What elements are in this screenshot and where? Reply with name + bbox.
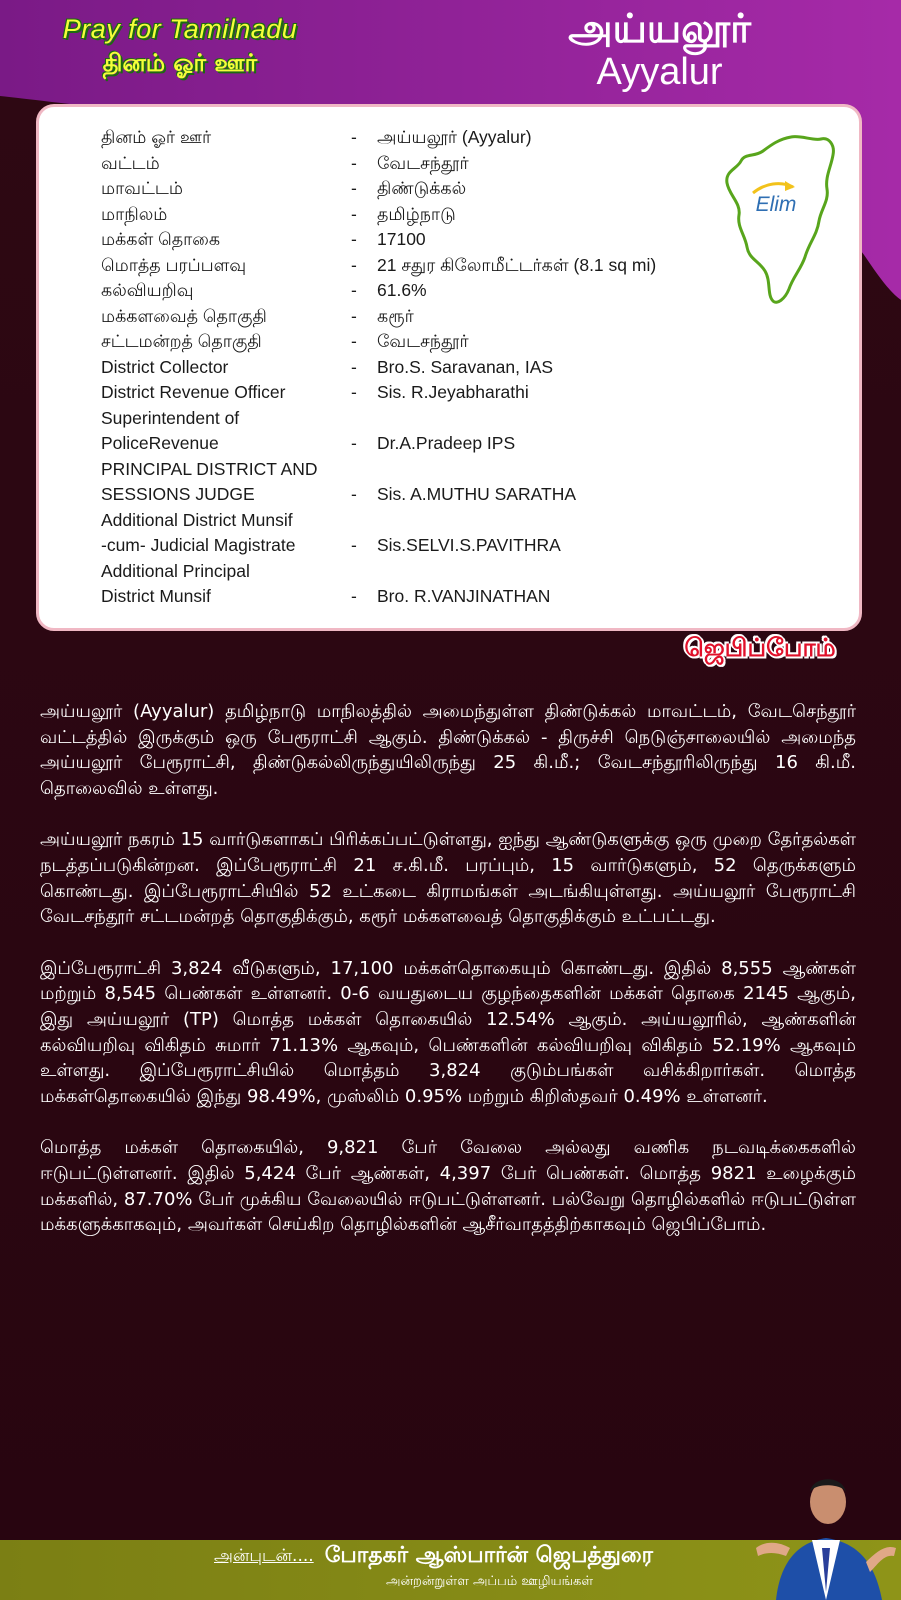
paragraph: இப்பேரூராட்சி 3,824 வீடுகளும், 17,100 மக்கள்தொகையும் கொண்டது. இதில் 8,555 ஆண்கள் மற்றும் 8,545 பெண்கள் உள்ளனர். 0-6 வயதுடைய குழந்தைகளின் மக்கள் தொகை 2145 ஆகும், இது அய்யலூர் (TP) மொத்த மக்கள் தொகையில் 12.54% ஆகும். அய்யலூரில், ஆண்களின் கல்வியறிவு விகிதம் சுமார் 71.13% ஆகவும், பெண்களின் கல்வியறிவு விகிதம் 52.19% ஆகவும் உள்ளது. இப்பேரூராட்சியில் மொத்தம் 3,824 குடும்பங்கள் வசிக்கிறார்கள். மொத்த மக்கள்தொகையில் இந்து 98.49%, முஸ்லிம் 0.95% மற்றும் கிறிஸ்தவர் 0.49% உள்ளனர். <box>40 957 856 1107</box>
info-row <box>101 278 701 304</box>
info-card <box>36 104 862 631</box>
info-value: தமிழ்நாடு <box>377 203 456 224</box>
info-label: சட்டமன்றத் தொகுதி <box>101 331 262 351</box>
info-table <box>101 125 701 610</box>
info-value: 61.6% <box>377 280 427 300</box>
info-label: District Collector <box>101 356 229 377</box>
town-name-english: Ayyalur <box>596 51 723 93</box>
info-row <box>101 253 701 279</box>
info-separator: - <box>351 382 357 402</box>
info-label-line: Additional Principal <box>101 560 250 581</box>
info-row <box>101 176 701 202</box>
info-row <box>101 457 701 508</box>
info-value: 21 சதுர கிலோமீட்டர்கள் (8.1 sq mi) <box>377 254 657 275</box>
info-value: Sis. A.MUTHU SARATHA <box>377 484 577 504</box>
paragraph: அய்யலூர் நகரம் 15 வார்டுகளாகப் பிரிக்கப்பட்டுள்ளது, ஐந்து ஆண்டுகளுக்கு ஒரு முறை தேர்தல்கள் நடத்தப்படுகின்றன. இப்பேரூராட்சி 21 ச.கி.மீ. பரப்பும், 15 வார்டுகளும், 52 தெருக்களும் கொண்டது. இப்பேரூராட்சியில் 52 உட்கடை கிராமங்கள் அடங்கியுள்ளது. அய்யலூர் பேரூராட்சி வேடசந்தூர் சட்டமன்றத் தொகுதிக்கும், கரூர் மக்களவைத் தொகுதிக்கும் உட்பட்டது. <box>40 829 856 928</box>
info-value: கரூர் <box>377 305 414 326</box>
info-value: வேடசந்தூர் <box>377 331 469 351</box>
pray-title-block <box>44 14 316 80</box>
info-value: வேடசந்தூர் <box>377 152 469 173</box>
info-separator: - <box>351 535 357 555</box>
pastor-photo <box>746 1452 901 1600</box>
pastor-figure-icon <box>746 1452 901 1600</box>
info-label <box>101 559 351 610</box>
info-value: 17100 <box>377 229 426 249</box>
footer-name: போதகர் ஆஸ்பார்ன் ஜெபத்துரை <box>324 1543 654 1568</box>
info-row <box>101 380 701 406</box>
info-separator: - <box>351 356 357 377</box>
town-title-block <box>568 6 751 92</box>
info-separator: - <box>351 305 357 326</box>
info-label: District Revenue Officer <box>101 382 286 402</box>
info-label-line: PoliceRevenue <box>101 433 219 453</box>
info-row <box>101 559 701 610</box>
info-label: மாவட்டம் <box>101 178 183 198</box>
info-label-line: SESSIONS JUDGE <box>101 484 255 504</box>
tamilnadu-map <box>721 131 841 309</box>
info-row <box>101 508 701 559</box>
info-label <box>101 406 351 457</box>
info-label-line: PRINCIPAL DISTRICT AND <box>101 458 318 479</box>
info-label: மக்களவைத் தொகுதி <box>101 305 267 326</box>
info-label: வட்டம் <box>101 152 160 173</box>
info-separator: - <box>351 586 357 606</box>
info-row <box>101 329 701 355</box>
info-label: மக்கள் தொகை <box>101 229 221 249</box>
info-value: Bro.S. Saravanan, IAS <box>377 356 554 377</box>
info-row <box>101 304 701 330</box>
info-label-line: District Munsif <box>101 586 211 606</box>
info-value: Sis. R.Jeyabharathi <box>377 382 529 402</box>
description-text <box>40 699 856 1264</box>
info-row <box>101 355 701 381</box>
info-value: திண்டுக்கல் <box>377 178 467 198</box>
info-label <box>101 508 351 559</box>
info-label: தினம் ஓர் ஊர் <box>101 127 212 147</box>
info-separator: - <box>351 280 357 300</box>
info-label-line: Superintendent of <box>101 407 240 428</box>
info-value: அய்யலூர் (Ayyalur) <box>377 127 532 147</box>
info-separator: - <box>351 229 357 249</box>
info-separator: - <box>351 203 357 224</box>
info-row <box>101 151 701 177</box>
info-separator: - <box>351 331 357 351</box>
info-label-line: -cum- Judicial Magistrate <box>101 535 296 555</box>
info-label <box>101 457 351 508</box>
info-row <box>101 406 701 457</box>
paragraph: மொத்த மக்கள் தொகையில், 9,821 பேர் வேலை அல்லது வணிக நடவடிக்கைகளில் ஈடுபட்டுள்ளனர். இதில் 5,424 பேர் ஆண்கள், 4,397 பேர் பெண்கள். மொத்த 9821 உழைக்கும் மக்களில், 87.70% பேர் முக்கிய வேலையில் ஈடுபட்டுள்ளனர். பல்வேறு தொழில்களில் ஈடுபட்டுள்ள மக்களுக்காகவும், அவர்கள் செய்கிற தொழில்களின் ஆசீர்வாதத்திற்காகவும் ஜெபிப்போம். <box>40 1137 856 1236</box>
info-label: கல்வியறிவு <box>101 280 194 300</box>
info-row <box>101 125 701 151</box>
tamilnadu-outline-icon <box>721 131 841 309</box>
pray-banner: ஜெபிப்போம் <box>684 633 836 662</box>
info-separator: - <box>351 152 357 173</box>
info-separator: - <box>351 484 357 504</box>
info-label-line: Additional District Munsif <box>101 509 293 530</box>
footer-signature <box>214 1543 653 1571</box>
footer-lead: அன்புடன்.... <box>214 1546 314 1566</box>
footer-ministry: அன்றன்றுள்ள அப்பம் ஊழியங்கள் <box>386 1574 594 1589</box>
info-label: மாநிலம் <box>101 203 168 224</box>
info-value: Dr.A.Pradeep IPS <box>377 433 516 453</box>
daily-town-label: தினம் ஓர் ஊர் <box>102 49 258 77</box>
paragraph: அய்யலூர் (Ayyalur) தமிழ்நாடு மாநிலத்தில் அமைந்துள்ள திண்டுக்கல் மாவட்டம், வேடசெந்தூர் வட்டத்தில் இருக்கும் ஒரு பேரூராட்சி ஆகும். திண்டுக்கல் - திருச்சி நெடுஞ்சாலையில் அமைந்த அய்யலூர் பேரூராட்சி, திண்டுகல்லிருந்துயிலிருந்து 25 கி.மீ.; வேடசந்தூரிலிருந்து 16 கி.மீ. தொலைவில் உள்ளது. <box>40 701 856 799</box>
town-name-tamil: அய்யலூர் <box>568 6 751 52</box>
info-value: Bro. R.VANJINATHAN <box>377 586 551 606</box>
info-value: Sis.SELVI.S.PAVITHRA <box>377 535 561 555</box>
info-label: மொத்த பரப்பளவு <box>101 254 247 275</box>
info-separator: - <box>351 178 357 198</box>
elim-logo-text: Elim <box>755 193 797 216</box>
info-row <box>101 227 701 253</box>
elim-logo <box>741 193 811 217</box>
pray-title: Pray for Tamilnadu <box>62 14 298 44</box>
info-separator: - <box>351 433 357 453</box>
info-separator: - <box>351 127 357 147</box>
info-row <box>101 202 701 228</box>
info-separator: - <box>351 254 357 275</box>
